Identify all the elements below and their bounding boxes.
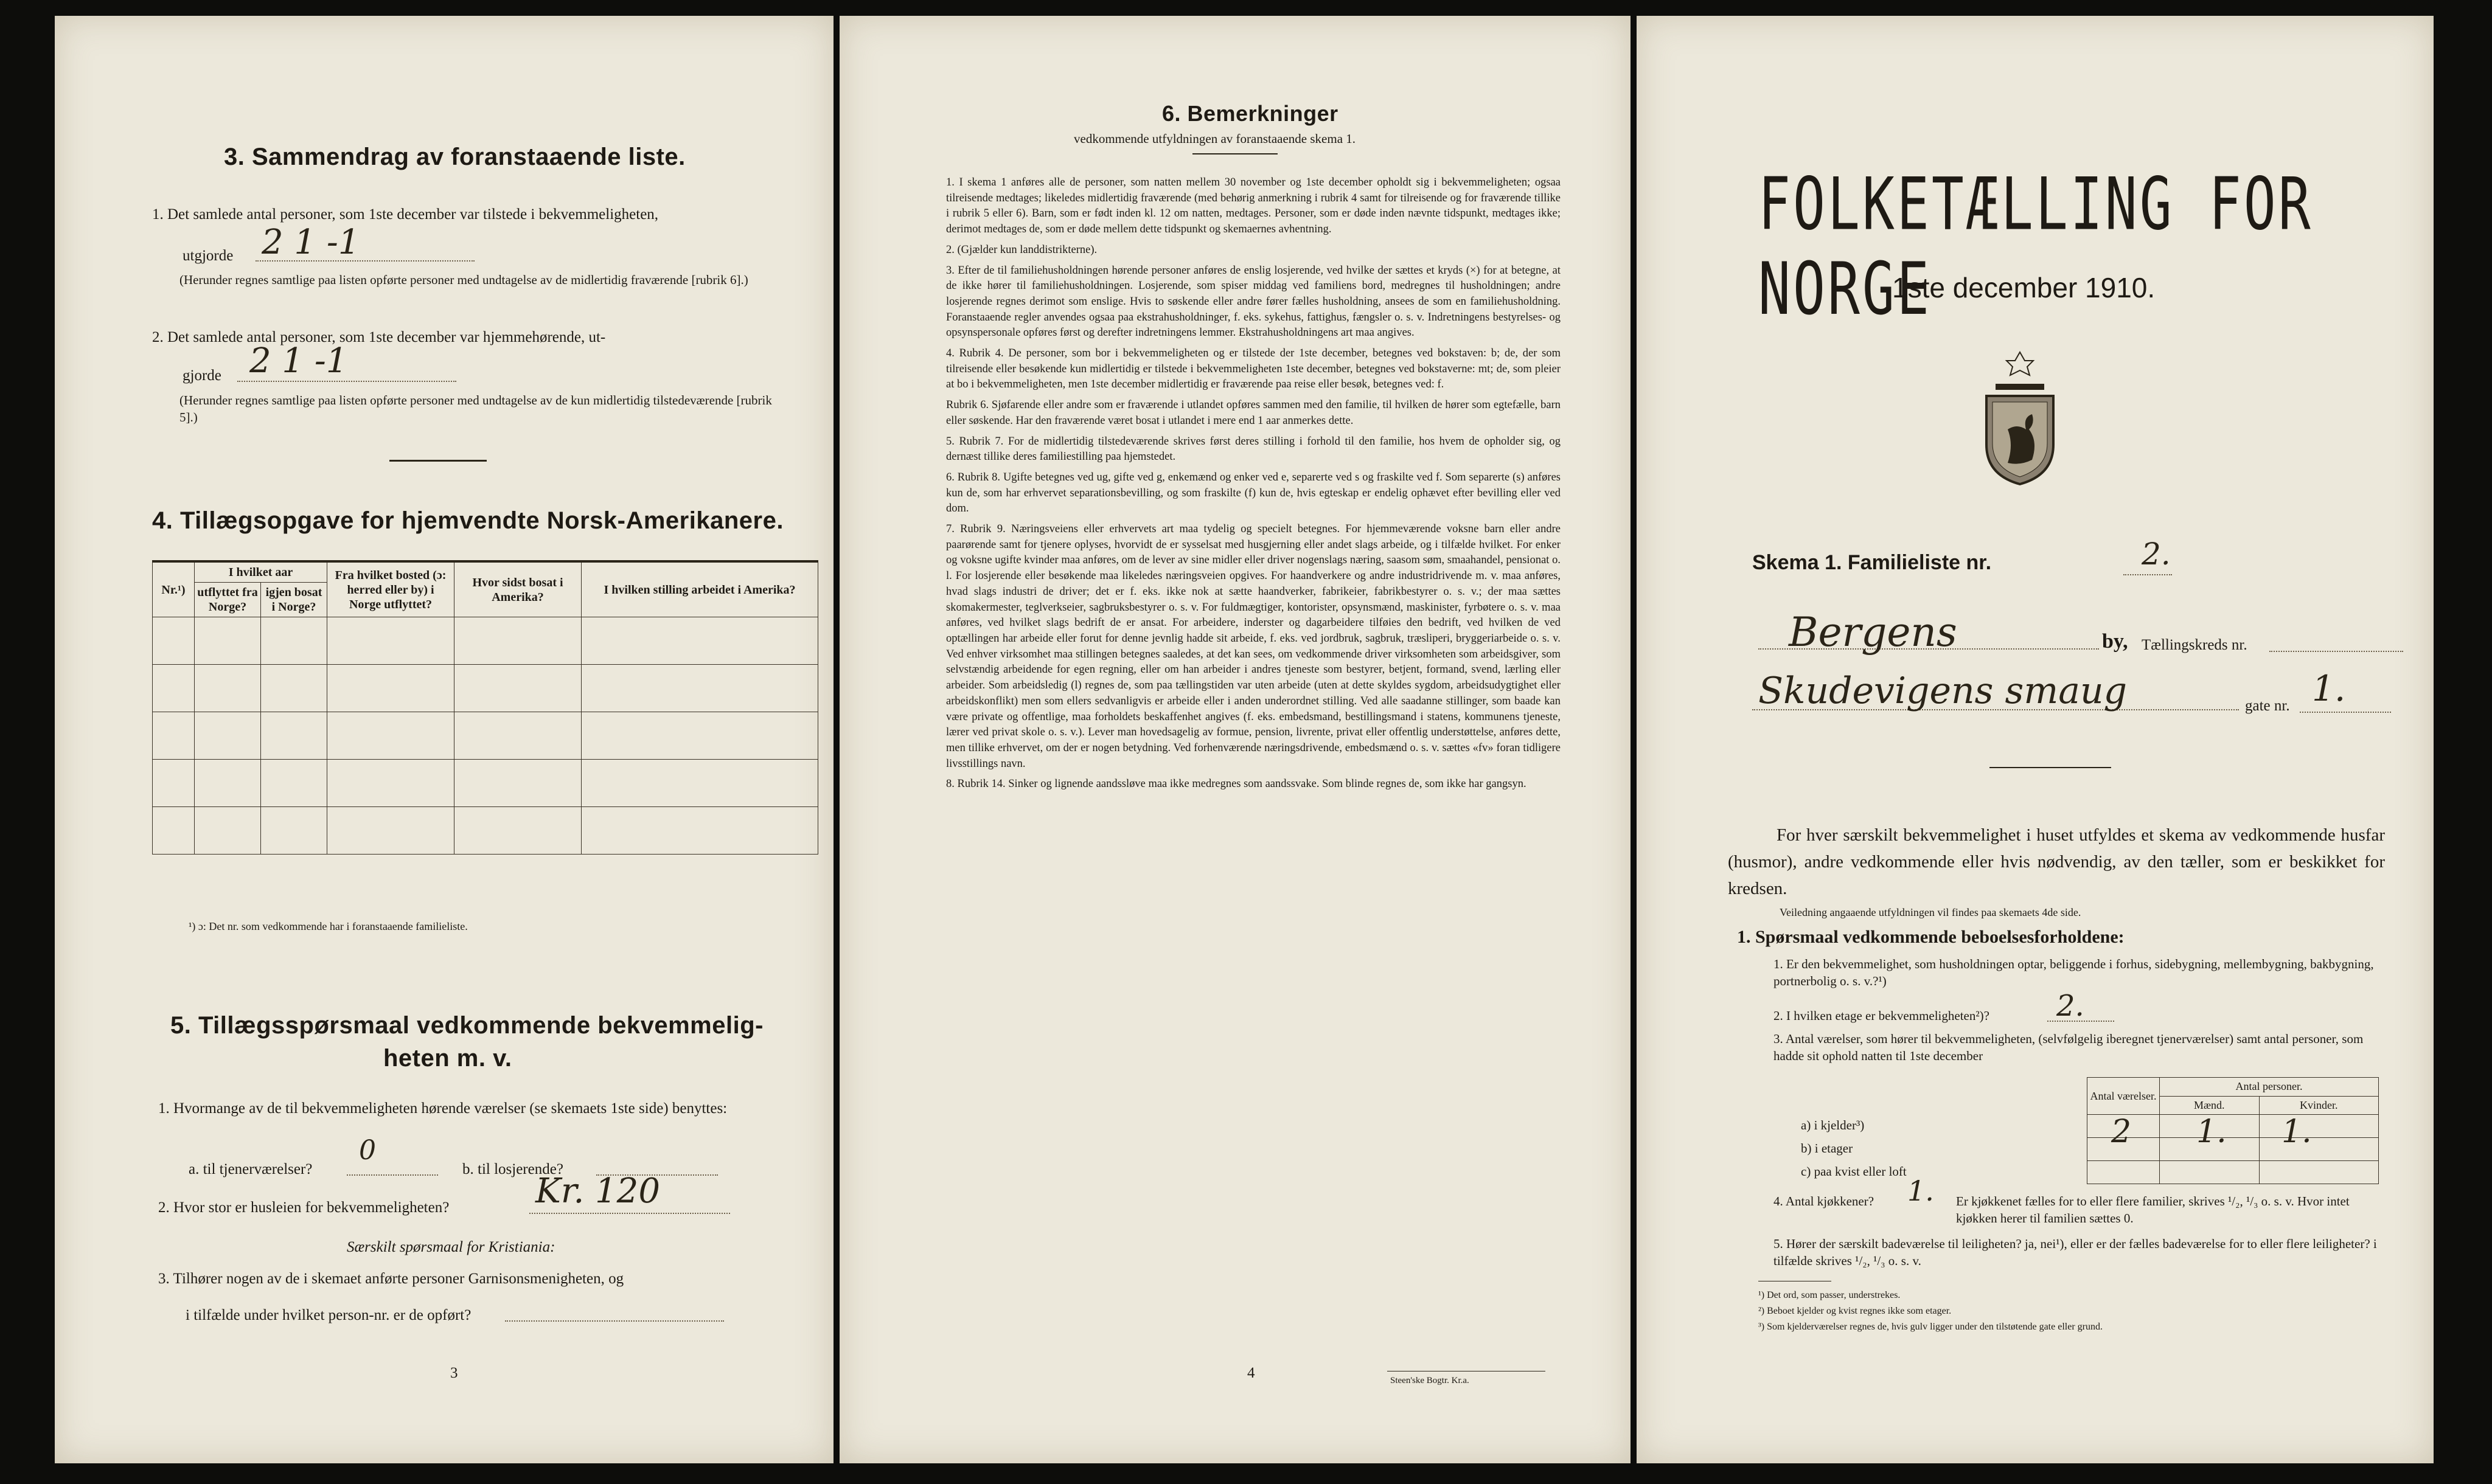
sec3-gjorde-label: gjorde (183, 367, 221, 384)
sec5-q1a-line (347, 1174, 438, 1176)
remarks-subtitle: vedkommende utfyldningen av foranstaaende skema 1. (1074, 131, 1356, 146)
remark-rubrik-6: Rubrik 6. Sjøfarende eller andre som er fraværende i utlandet opføres sammen med den familie, til hvilken de hører som egtefælle, barn eller søskende. Har den fraværende været bosat i utlandet i mere end 1 aar anmerkes dette. (946, 399, 1561, 427)
schema-line (2123, 574, 2172, 575)
schema-label: Skema 1. Familieliste nr. (1752, 551, 1992, 574)
sec3-item2-line (237, 381, 456, 382)
sec3-utgjorde-label: utgjorde (183, 248, 234, 264)
sec3-item1-value: 2 1 -1 (262, 223, 360, 262)
sec5-q1: 1. Hvormange av de til bekvemmeligheten hørende værelser (se skemaets 1ste side) benyttes: (158, 1100, 728, 1117)
sec5-q3-line (505, 1320, 724, 1322)
remark-5: 5. Rubrik 7. For de midlertidig tilstedeværende skrives først deres stilling i forhold til den familie, hos hvem de opholder sig, og dernæst tillike deres familiestilling paa hjemstedet. (946, 435, 1561, 463)
questions-heading: 1. Spørsmaal vedkommende beboelsesforholdene: (1737, 927, 2125, 947)
divider (389, 460, 487, 462)
page-number-4: 4 (1247, 1365, 1255, 1381)
col-kvinder: Kvinder. (2259, 1096, 2378, 1115)
col-group: I hvilket aar (195, 561, 327, 583)
women-value: 1. (2281, 1114, 2312, 1150)
col-maend: Mænd. (2160, 1096, 2260, 1115)
sec3-item2-note: (Herunder regnes samtlige paa listen opførte personer med undtagelse av de kun midlertidig tilstedeværende [rubrik 5].) (179, 393, 772, 425)
question-1: 1. Er den bekvemmelighet, som husholdningen optar, beliggende i forhus, sidebygning, mellembygning, bakbygning, portnerbolig o. s. v.?¹) (1773, 957, 2374, 988)
city-value: Bergens (1789, 609, 1957, 656)
remark-4: 4. Rubrik 4. De personer, som bor i bekvemmeligheten og er tilstede der 1ste december, betegnes ved bokstaven: b; de, der som tilreisende eller besøkende kun midlertidig er tilstede i bekvemmeligheten 1ste december, betegnes ved bokstaverne: mt; de, som pleier at bo i bekvemmeligheten, men 1ste december midlertidig er fraværende paa reise eller besøk, betegnes ved: f. (946, 347, 1561, 391)
krets-label: Tællingskreds nr. (2142, 637, 2247, 653)
coat-of-arms-icon (1974, 347, 2066, 487)
sec3-item2: 2. Det samlede antal personer, som 1ste december var hjemmehørende, ut- (152, 329, 606, 345)
remarks-title: 6. Bemerkninger (1162, 101, 1338, 126)
remarks-list (946, 175, 1561, 797)
row-c-kvist: c) paa kvist eller loft (1801, 1164, 1907, 1179)
page-middle (840, 16, 1631, 1463)
sec3-item1: 1. Det samlede antal personer, som 1ste december var tilstede i bekvemmeligheten, (152, 206, 659, 223)
sec5-q2: 2. Hvor stor er husleien for bekvemmeligheten? (158, 1199, 450, 1216)
table-row (153, 807, 818, 855)
by-label: by, (2102, 630, 2128, 653)
col-utflyttet: utflyttet fra Norge? (195, 583, 261, 617)
sec5-q1a-value: 0 (359, 1135, 376, 1166)
col-antal-personer: Antal personer. (2160, 1078, 2379, 1097)
table-row (153, 665, 818, 712)
street-value: Skudevigens smaug (1758, 670, 2128, 712)
krets-line (2269, 651, 2403, 652)
footnote-1: ¹) Det ord, som passer, understrekes. (1758, 1290, 1901, 1300)
col-stilling: I hvilken stilling arbeidet i Amerika? (582, 561, 818, 617)
question-2-value: 2. (2056, 989, 2084, 1023)
col-fra: Fra hvilket bosted (ɔ: herred eller by) i Norge utflyttet? (327, 561, 454, 617)
question-4-value: 1. (1907, 1174, 1934, 1207)
schema-value: 2. (2142, 536, 2171, 572)
sec3-item2-value: 2 1 -1 (249, 341, 348, 381)
remark-8: 8. Rubrik 14. Sinker og lignende aandssløve maa ikke medregnes som aandssvake. Som blinde regnes de, som ikke har gangsyn. (946, 778, 1526, 791)
sec5-q3: 3. Tilhører nogen av de i skemaet anførte personer Garnisonsmenigheten, og (158, 1271, 624, 1287)
norsk-amerikanere-table (152, 560, 818, 855)
page-left (55, 16, 834, 1463)
section-3-title: 3. Sammendrag av foranstaaende liste. (224, 144, 686, 170)
gate-value: 1. (2312, 668, 2346, 709)
col-antal-vaerelser: Antal værelser. (2087, 1078, 2160, 1115)
sec5-q1a: a. til tjenerværelser? (189, 1161, 313, 1177)
census-date: 1ste december 1910. (1892, 272, 2156, 303)
col-sidst: Hvor sidst bosat i Amerika? (454, 561, 582, 617)
sec4-footnote: ¹) ɔ: Det nr. som vedkommende har i foranstaaende familieliste. (189, 920, 468, 932)
question-5: 5. Hører der særskilt badeværelse til leiligheten? ja, nei¹), eller er der fælles badeværelse for to eller flere leiligheter? i tilfælde skrives ¹/₂, ¹/₃ o. s. v. (1773, 1236, 2377, 1268)
section-4-title: 4. Tillægsopgave for hjemvendte Norsk-Amerikanere. (152, 507, 784, 534)
sec5-q2-line (529, 1213, 730, 1214)
row-a-kjelder: a) i kjelder³) (1801, 1118, 1865, 1132)
instruction-text: For hver særskilt bekvemmelighet i huset utfyldes et skema av vedkommende husfar (husmor), andre vedkommende eller hvis nødvendig, av den tæller, som er beskikket for kredsen. (1728, 825, 2385, 898)
question-2: 2. I hvilken etage er bekvemmeligheten²)? (1773, 1008, 1989, 1023)
sec5-q3b: i tilfælde under hvilket person-nr. er de opført? (186, 1307, 472, 1323)
divider (1989, 767, 2111, 768)
instruction-guide: Veiledning angaaende utfyldningen vil findes paa skemaets 4de side. (1780, 906, 2081, 918)
remark-3: 3. Efter de til familiehusholdningen hørende personer anføres de enslig losjerende, ved hvilke der sættes et kryds (×) for at betegne, at de ikke hører til familiehusholdningen. Losjerende, som spiser middag ved familiens bord, medregnes til husholdningen; andre losjerende regnes derimot som enslige. Hvis to søskende eller andre fører fælles husholdning, ansees de som en familiehusholdning. Foranstaaende regler anvendes ogsaa paa ekstrahusholdninger, f. eks. sykehus, fattighus, fængsler o. s. v. Indretningens bestyrelses- og opsynspersonale opføres først og derefter indretningens lemmer. Ekstrahusholdningens art maa angives. (946, 264, 1561, 339)
men-value: 1. (2196, 1114, 2227, 1150)
remark-1: 1. I skema 1 anføres alle de personer, som natten mellem 30 november og 1ste december opholdt sig i bekvemmeligheten; ogsaa tilreisende medtages; likeledes midlertidig fraværende (med behørig anmerkning i rubrik 4 samt for tilreisende og for fraværende tillike i rubrik 5 eller 6). Barn, som er født inden kl. 12 om natten, medtages. Personer, som er døde inden nævnte tidspunkt, medtages ikke; derimot medtages de, som er døde mellem dette tidspunkt og skemaernes avhentning. (946, 176, 1561, 236)
page-number-3: 3 (450, 1365, 458, 1381)
sec5-q2-value: Kr. 120 (535, 1171, 660, 1211)
question-4: 4. Antal kjøkkener? (1773, 1194, 1874, 1208)
col-nr: Nr.¹) (153, 561, 195, 617)
gate-line (2300, 712, 2391, 713)
footnote-2: ²) Beboet kjelder og kvist regnes ikke som etager. (1758, 1306, 1952, 1316)
col-igjen: igjen bosat i Norge? (261, 583, 327, 617)
rooms-value: 2 (2111, 1114, 2132, 1150)
footnote-3: ³) Som kjelderværelser regnes de, hvis gulv ligger under den tilstøtende gate eller grund. (1758, 1322, 2103, 1332)
question-3: 3. Antal værelser, som hører til bekvemmeligheten, (selvfølgelig iberegnet tjenerværelser) samt antal personer, som hadde sit ophold natten til 1ste december (1773, 1032, 2364, 1063)
printer-mark: Steen'ske Bogtr. Kr.a. (1390, 1376, 1469, 1385)
sec5-q1b: b. til losjerende? (462, 1161, 563, 1177)
sec5-special: Særskilt spørsmaal for Kristiania: (347, 1239, 555, 1255)
row-b-etager: b) i etager (1801, 1141, 1853, 1156)
question-4-rest: Er kjøkkenet fælles for to eller flere familier, skrives ¹/₂, ¹/₃ o. s. v. Hvor intet kjøkken herer til familien sættes 0. (1956, 1194, 2350, 1226)
remark-7: 7. Rubrik 9. Næringsveiens eller erhvervets art maa tydelig og specielt betegnes. For hjemmeværende voksne barn eller andre paarørende samt for tjenere oplyses, hvorvidt de er sysselsat med husgjerning eller andet slags arbeide, og i tilfælde hvilket. For enker og voksne ugifte kvinder maa anføres, om de lever av sine midler eller driver nogenslags næring, saasom søm, smaahandel, pensionat o. l. For losjerende eller besøkende maa likeledes næringsveien opgives. For haandverkere og andre industridrivende m. v. maa anføres, hvad slags industri de driver; det er f. eks. ikke nok at sætte haandverker, fabrikeier, fabrikbestyrer o. s. v.; der maa sættes skomakermester, teglverkseier, sagbruksbestyrer o. s. v. For fuldmægtiger, kontorister, opsynsmænd, maskinister, fyrbøtere o. s. v. maa anføres, ved hvilket slags bedrift de er ansat. For arbeidere, inderster og dagarbeidere tilføies den bedrift, ved hvilken de ved optællingen har arbeide eller forut for denne jevnlig hadde sit arbeide, f. eks. ved jordbruk, sagbruk, træsliperi, bryggeriarbeide o. s. v. Ved enhver virksomhet maa stillingen betegnes saaledes, at det kan sees, om vedkommende driver virksomheten som arbeidsgiver, som selvstændig arbeidende for egen regning, eller om han arbeider i andres tjeneste som bestyrer, betjent, formand, svend, lærling eller arbeider. Som arbeidsledig (l) regnes de, som paa tællingstiden var uten arbeide (uten at dette skyldes sygdom, arbeidsudygtighet eller arbeidskonflikt) men som ellers sedvanligvis er arbeide eller i anden underordnet stilling. Ved alle saadanne stillinger, som baade kan være private og offentlige, maa forholdets beskaffenhet angives (f. eks. embedsmand, bestillingsmand i statens, kommunens tjeneste, lærer ved privat skole o. s. v.). Lever man hovedsagelig av formue, pension, livrente, privat eller offentlig understøttelse, anføres dette, men tillike erhvervet, om der er nogen betydning. Ved forhenværende næringsdrivende, embedsmænd o. s. v. sættes «fv» foran tidligere livsstillings navn. (946, 523, 1561, 770)
divider (1192, 153, 1278, 154)
census-title: FOLKETÆLLING FOR NORGE (1758, 162, 2313, 331)
table-row (153, 712, 818, 760)
remark-6: 6. Rubrik 8. Ugifte betegnes ved ug, gifte ved g, enkemænd og enker ved e, separerte ved s og fraskilte ved f. Som separerte (s) anføres kun de, som har erhvervet separationsbevilling, og som fraskilte (f) kun de, hvis egteskap er endelig ophævet efter bevilling eller ved dom. (946, 471, 1561, 515)
page-right (1637, 16, 2434, 1463)
gate-label: gate nr. (2245, 698, 2290, 714)
remark-2: 2. (Gjælder kun landdistrikterne). (946, 243, 1098, 256)
section-5-title-2: heten m. v. (383, 1045, 512, 1072)
table-row (153, 617, 818, 665)
table-row (153, 760, 818, 807)
sec3-item1-note: (Herunder regnes samtlige paa listen opførte personer med undtagelse av de midlertidig fraværende [rubrik 6].) (179, 272, 748, 287)
table-row (2087, 1161, 2379, 1184)
section-5-title-1: 5. Tillægsspørsmaal vedkommende bekvemmelig- (170, 1012, 764, 1039)
